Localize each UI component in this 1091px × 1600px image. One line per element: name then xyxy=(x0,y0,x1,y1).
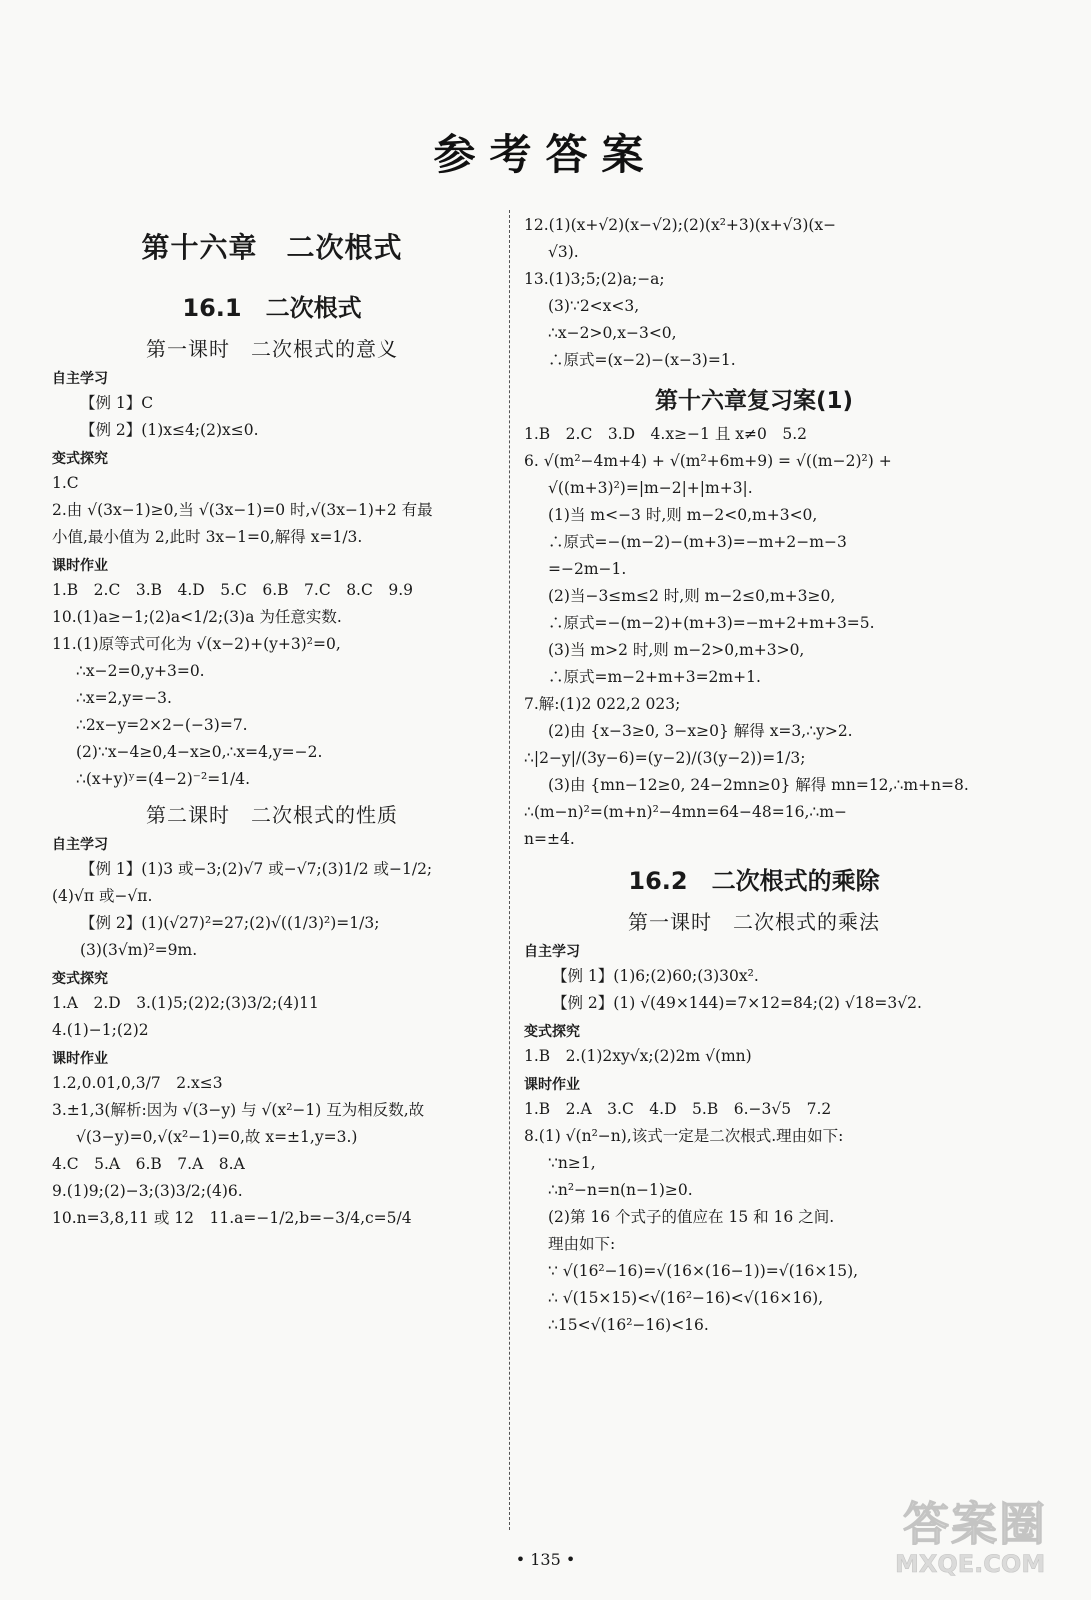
sub-heading: 自主学习 xyxy=(52,371,108,387)
answer-line: (3)由 {mn−12≥0, 24−2mn≥0} 解得 mn=12,∴m+n=8. xyxy=(548,776,969,794)
answer-line: 【例 2】(1)x≤4;(2)x≤0. xyxy=(80,421,259,439)
answer-line: √3). xyxy=(548,243,579,261)
page-number: • 135 • xyxy=(515,1550,576,1569)
answer-line: 【例 2】(1)(√27)²=27;(2)√((1/3)²)=1/3; xyxy=(80,914,380,932)
answer-line: ∴x−2=0,y+3=0. xyxy=(76,662,205,680)
answer-line: ∴(m−n)²=(m+n)²−4mn=64−48=16,∴m− xyxy=(524,803,847,821)
watermark-logo xyxy=(895,1488,1075,1588)
answer-line: (2)当−3≤m≤2 时,则 m−2≤0,m+3≥0, xyxy=(548,587,836,605)
answer-line: √(3−y)=0,√(x²−1)=0,故 x=±1,y=3.) xyxy=(76,1128,358,1146)
answer-line: 2.由 √(3x−1)≥0,当 √(3x−1)=0 时,√(3x−1)+2 有最 xyxy=(52,501,433,519)
answer-line: ∴x=2,y=−3. xyxy=(76,689,172,707)
answer-line: 11.(1)原等式可化为 √(x−2)+(y+3)²=0, xyxy=(52,635,341,653)
answer-line: 6. √(m²−4m+4) + √(m²+6m+9) = √((m−2)²) + xyxy=(524,452,892,470)
answer-line: 1.B 2.C 3.B 4.D 5.C 6.B 7.C 8.C 9.9 xyxy=(52,581,413,599)
lesson-title: 第二课时 二次根式的性质 xyxy=(146,803,398,827)
answer-line: 【例 1】(1)3 或−3;(2)√7 或−√7;(3)1/2 或−1/2; xyxy=(80,860,433,878)
lesson2-answers xyxy=(52,834,492,1232)
answer-line: (3)∵2<x<3, xyxy=(548,297,640,315)
answer-line: ∴原式=−(m−2)−(m+3)=−m+2−m−3 xyxy=(548,533,847,551)
lesson-title: 第一课时 二次根式的意义 xyxy=(146,337,398,361)
answer-line: ∴(x+y)ʸ=(4−2)⁻²=1/4. xyxy=(76,770,251,788)
answer-line: 1.2,0.01,0,3/7 2.x≤3 xyxy=(52,1074,223,1092)
answer-line: ∵ √(16²−16)=√(16×(16−1))=√(16×15), xyxy=(548,1262,859,1280)
left-column xyxy=(52,212,492,1232)
answer-line: 7.解:(1)2 022,2 023; xyxy=(524,695,681,713)
answer-line: ∵n≥1, xyxy=(548,1154,596,1172)
sub-heading: 课时作业 xyxy=(52,558,108,574)
sub-heading: 变式探究 xyxy=(52,971,108,987)
answer-line: ∴n²−n=n(n−1)≥0. xyxy=(548,1181,693,1199)
answer-line: 10.n=3,8,11 或 12 11.a=−1/2,b=−3/4,c=5/4 xyxy=(52,1209,412,1227)
answer-line: n=±4. xyxy=(524,830,575,848)
answer-line: (1)当 m<−3 时,则 m−2<0,m+3<0, xyxy=(548,506,818,524)
sub-heading: 自主学习 xyxy=(524,944,580,960)
watermark-url: MXQE.COM xyxy=(895,1550,1046,1578)
answer-line: 13.(1)3;5;(2)a;−a; xyxy=(524,270,665,288)
answer-line: 【例 2】(1) √(49×144)=7×12=84;(2) √18=3√2. xyxy=(552,994,922,1012)
answer-line: (3)(3√m)²=9m. xyxy=(80,941,198,959)
answer-line: (4)√π 或−√π. xyxy=(52,887,153,905)
answer-line: ∴ √(15×15)<√(16²−16)<√(16×16), xyxy=(548,1289,824,1307)
answer-line: 4.C 5.A 6.B 7.A 8.A xyxy=(52,1155,245,1173)
answer-line: (2)第 16 个式子的值应在 15 和 16 之间. xyxy=(548,1208,835,1226)
answer-line: ∴原式=m−2+m+3=2m+1. xyxy=(548,668,761,686)
watermark-text: 答案圈 xyxy=(903,1497,1047,1551)
sub-heading: 课时作业 xyxy=(52,1051,108,1067)
answer-line: 8.(1) √(n²−n),该式一定是二次根式.理由如下: xyxy=(524,1127,844,1145)
answer-line: 3.±1,3(解析:因为 √(3−y) 与 √(x²−1) 互为相反数,故 xyxy=(52,1101,425,1119)
sub-heading: 课时作业 xyxy=(524,1077,580,1093)
answer-line: (3)当 m>2 时,则 m−2>0,m+3>0, xyxy=(548,641,805,659)
sub-heading: 变式探究 xyxy=(52,451,108,467)
sub-heading: 自主学习 xyxy=(52,837,108,853)
answer-line: (2)由 {x−3≥0, 3−x≥0} 解得 x=3,∴y>2. xyxy=(548,722,853,740)
answer-line: 1.A 2.D 3.(1)5;(2)2;(3)3/2;(4)11 xyxy=(52,994,319,1012)
answer-line: (2)∵x−4≥0,4−x≥0,∴x=4,y=−2. xyxy=(76,743,323,761)
sub-heading: 变式探究 xyxy=(524,1024,580,1040)
answer-line: ∴原式=(x−2)−(x−3)=1. xyxy=(548,351,736,369)
review-title: 第十六章复习案(1) xyxy=(654,388,854,414)
answer-line: 10.(1)a≥−1;(2)a<1/2;(3)a 为任意实数. xyxy=(52,608,342,626)
chapter-title: 第十六章 二次根式 xyxy=(141,231,403,264)
continued-answers xyxy=(524,212,984,374)
lesson3-answers xyxy=(524,941,984,1339)
page-title: 参考答案 xyxy=(433,130,658,179)
answer-line: ∴x−2>0,x−3<0, xyxy=(548,324,677,342)
section-title: 16.2 二次根式的乘除 xyxy=(628,867,880,895)
right-column xyxy=(524,212,984,1339)
answer-line: ∴15<√(16²−16)<16. xyxy=(548,1316,709,1334)
answer-line: 4.(1)−1;(2)2 xyxy=(52,1021,149,1039)
answer-line: 1.B 2.A 3.C 4.D 5.B 6.−3√5 7.2 xyxy=(524,1100,832,1118)
answer-line: ∴2x−y=2×2−(−3)=7. xyxy=(76,716,248,734)
lesson-title: 第一课时 二次根式的乘法 xyxy=(628,910,880,934)
answer-line: ∴|2−y|/(3y−6)=(y−2)/(3(y−2))=1/3; xyxy=(524,749,806,767)
column-divider xyxy=(509,210,510,1530)
answer-line: =−2m−1. xyxy=(548,560,627,578)
answer-line: 9.(1)9;(2)−3;(3)3/2;(4)6. xyxy=(52,1182,243,1200)
answer-line: 【例 1】(1)6;(2)60;(3)30x². xyxy=(552,967,759,985)
section-title: 16.1 二次根式 xyxy=(182,294,362,322)
answer-line: ∴原式=−(m−2)+(m+3)=−m+2+m+3=5. xyxy=(548,614,875,632)
lesson1-answers xyxy=(52,368,492,793)
answer-line: 1.B 2.(1)2xy√x;(2)2m √(mn) xyxy=(524,1047,752,1065)
answer-line: 小值,最小值为 2,此时 3x−1=0,解得 x=1/3. xyxy=(52,528,363,546)
answer-line: 1.C xyxy=(52,474,79,492)
answer-line: 【例 1】C xyxy=(80,394,154,412)
answer-line: √((m+3)²)=|m−2|+|m+3|. xyxy=(548,479,753,497)
answer-line: 12.(1)(x+√2)(x−√2);(2)(x²+3)(x+√3)(x− xyxy=(524,216,837,234)
review-answers xyxy=(524,421,984,853)
answer-line: 1.B 2.C 3.D 4.x≥−1 且 x≠0 5.2 xyxy=(524,425,808,443)
answer-line: 理由如下: xyxy=(548,1235,616,1253)
